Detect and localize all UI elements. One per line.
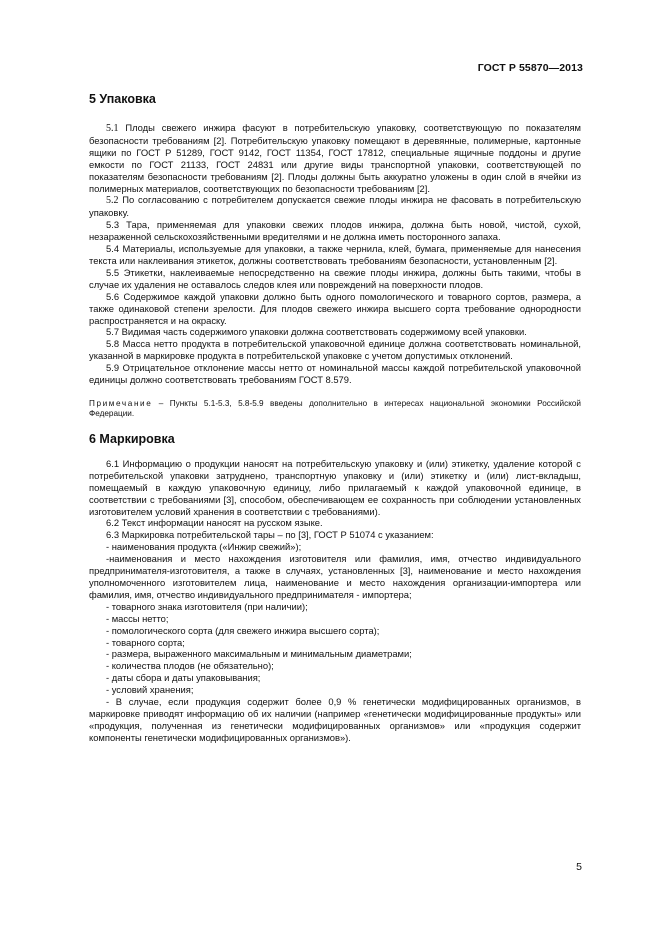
paragraph — [89, 122, 581, 194]
section-5-title: 5 Упаковка — [89, 92, 156, 106]
list-item: - помологического сорта (для свежего инжира высшего сорта); — [106, 624, 380, 636]
list-item: - даты сбора и даты упаковывания; — [106, 672, 261, 684]
paragraph: 6.1 Информацию о продукции наносят на потребительскую упаковку и (или) этикетку, удаление которой с потребительской упаковки затруднено, транспортную упаковку и (или) этикетку и (или) лист-вкладыш, помещаемый в каждую упаковочную единицу, либо прилагаемый к каждой упаковочной единице, в соответствии с требованиями [3], способом, обеспечивающем ее сохранность при соблюдении установленных изготовителем условий хранения в соответствии с требованиями). — [89, 457, 581, 517]
list-item: -наименования и место нахождения изготовителя или фамилия, имя, отчество индивидуального предпринимателя-изготовителя, а также в случаях, установленных [3], наименование и место нахождения уполномоченного изготовителем лица, наименование и место нахождения организации-импортера или фамилия, имя, отчество индивидуального предпринимателя - импортера; — [89, 553, 581, 600]
list-item: - массы нетто; — [106, 612, 169, 624]
note-label: Примечание — [89, 398, 153, 408]
paragraph-text: 5.8 Масса нетто продукта в потребительской упаковочной единице должна соответствовать номинальной, указанной в маркировке продукта в потребительской упаковке с учетом допустимых отклонений. — [89, 338, 581, 362]
list-item: - условий хранения; — [106, 684, 194, 696]
paragraph: 6.3 Маркировка потребительской тары – по [3], ГОСТ Р 51074 с указанием: — [106, 529, 434, 541]
paragraph — [89, 243, 581, 267]
paragraph — [89, 219, 581, 243]
paragraph-number: 5.2 — [106, 195, 119, 207]
paragraph — [89, 326, 581, 338]
paragraph-text: 5.4 Материалы, используемые для упаковки, а также чернила, клей, бумага, применяемые для нанесения текста или наклеивания этикеток, должны соответствовать требованиям безопасности, установленным [2]. — [89, 243, 581, 266]
section-5-body — [89, 122, 581, 386]
paragraph-text: 5.9 Отрицательное отклонение массы нетто от номинальной массы каждой потребительской упаковочной единицы должно соответствовать требованиям ГОСТ 8.579. — [89, 362, 581, 386]
paragraph-text: 5.3 Тара, применяемая для упаковки свежих плодов инжира, должна быть новой, чистой, сухой, незараженной сельскохозяйственными вредителями и не должна иметь посторонного запаха. — [89, 219, 581, 243]
paragraph-text: 5.6 Содержимое каждой упаковки должно быть одного помологического и товарного сортов, размера, а также одинаковой степени зрелости. Для плодов свежего инжира высшего сорта требование однородности распространяется и на окраску. — [89, 290, 581, 326]
note-text: – Пункты 5.1-5.3, 5.8-5.9 введены дополнительно в интересах национальной экономики Российской Федерации. — [89, 398, 581, 419]
list-item: - товарного знака изготовителя (при наличии); — [106, 600, 308, 612]
paragraph — [89, 267, 581, 291]
page-number: 5 — [576, 861, 582, 873]
paragraph-text: По согласованию с потребителем допускается свежие плоды инжира не фасовать в потребительскую упаковку. — [89, 194, 581, 219]
list-item: - количества плодов (не обязательно); — [106, 660, 274, 672]
note — [89, 399, 581, 420]
list-item: - товарного сорта; — [106, 636, 185, 648]
paragraph-text: 5.7 Видимая часть содержимого упаковки должна соответствовать содержимому всей упаковки. — [106, 326, 527, 338]
paragraph — [89, 194, 581, 219]
section-6-body — [89, 458, 581, 744]
paragraph — [89, 362, 581, 386]
paragraph-text: Плоды свежего инжира фасуют в потребительскую упаковку, соответствующую по показателям безопасности требованиям [2]. Потребительскую упаковку помещают в деревянные, полимерные, картонные ящики по ГОСТ Р 51289, ГОСТ 9142, ГОСТ 11354, ГОСТ 17812, специальные ящичные поддоны и другие емкости по ГОСТ 21133, ГОСТ 24831 или другие виды транспортной упаковки, соответствующей по показателям безопасности требованиям [2]. Плоды должны быть аккуратно уложены в один слой в ячейки из полимерных материалов, соответствующих по безопасности требованиям [2]. — [89, 122, 581, 194]
page-content — [89, 92, 581, 744]
list-item: - наименования продукта («Инжир свежий»); — [106, 541, 302, 553]
list-item: - размера, выраженного максимальным и минимальным диаметрами; — [106, 648, 412, 660]
document-code: ГОСТ Р 55870—2013 — [477, 62, 583, 74]
paragraph: 6.2 Текст информации наносят на русском языке. — [106, 517, 323, 529]
section-6-title: 6 Маркировка — [89, 431, 175, 446]
paragraph — [89, 338, 581, 362]
list-item: - В случае, если продукция содержит более 0,9 % генетически модифицированных организмов, в маркировке приводят информацию об их наличии (например «генетически модифицированные продукты» или «продукция, полученная из генетически модифицированных организмов» или «продукция содержит компоненты генетически модифицированных организмов»). — [89, 696, 581, 743]
paragraph — [89, 291, 581, 327]
section-packaging — [89, 92, 581, 420]
paragraph-number: 5.1 — [106, 123, 119, 134]
paragraph-text: 5.5 Этикетки, наклеиваемые непосредственно на свежие плоды инжира, должны быть такими, чтобы в случае их удаления не оставалось следов клея или повреждений на поверхности плодов. — [89, 266, 581, 290]
section-marking — [89, 432, 581, 744]
